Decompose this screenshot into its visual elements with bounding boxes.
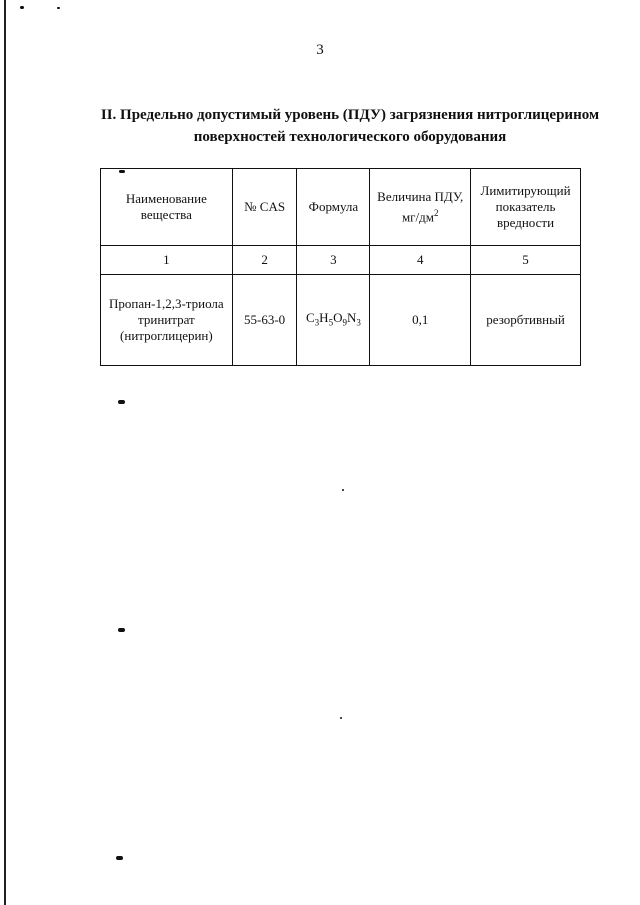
header-substance-name: Наименование вещества <box>101 169 233 246</box>
title-line-1: II. Предельно допустимый уровень (ПДУ) загрязнения нитроглицерином <box>100 107 600 123</box>
cell-harm-indicator: резорбтивный <box>471 275 581 366</box>
cell-cas: 55-63-0 <box>232 275 297 366</box>
scan-speck <box>116 856 123 860</box>
column-number-3: 3 <box>297 246 370 275</box>
header-pdu-sup: 2 <box>433 207 439 218</box>
scan-speck <box>118 628 125 632</box>
table-header-row <box>101 169 581 246</box>
scan-speck <box>342 489 344 491</box>
formula-h: H <box>319 309 329 325</box>
substance-line-2: тринитрат <box>138 312 195 327</box>
cell-formula <box>297 275 370 366</box>
formula-n-count: 3 <box>356 317 361 328</box>
header-pdu-text: Величина ПДУ, мг/дм <box>377 188 464 225</box>
formula-c: C <box>306 309 315 325</box>
formula-n: N <box>346 309 357 325</box>
scan-speck <box>57 7 60 9</box>
scan-speck <box>20 6 24 9</box>
scan-speck <box>119 170 125 173</box>
page-title <box>95 104 605 148</box>
header-cas: № CAS <box>232 169 297 246</box>
cell-substance-name <box>101 275 233 366</box>
pdu-table <box>100 168 581 366</box>
page-edge <box>4 0 6 905</box>
table-column-numbers-row <box>101 246 581 275</box>
column-number-1: 1 <box>101 246 233 275</box>
substance-line-1: Пропан-1,2,3-триола <box>109 296 224 311</box>
formula-c-count: 3 <box>314 317 320 328</box>
formula-h-count: 5 <box>328 317 334 328</box>
title-line-2: поверхностей технологического оборудования <box>193 129 507 145</box>
header-formula: Формула <box>297 169 370 246</box>
table-row <box>101 275 581 366</box>
scan-speck <box>340 717 342 719</box>
column-number-4: 4 <box>370 246 471 275</box>
header-harm-indicator: Лимитирующий показатель вредности <box>471 169 581 246</box>
header-pdu-value <box>370 169 471 246</box>
column-number-5: 5 <box>471 246 581 275</box>
scan-speck <box>118 400 125 404</box>
substance-line-3: (нитроглицерин) <box>120 328 213 343</box>
column-number-2: 2 <box>232 246 297 275</box>
formula-o-count: 9 <box>342 317 347 328</box>
page-number: 3 <box>316 42 324 58</box>
formula-o: O <box>333 309 343 325</box>
cell-pdu-value: 0,1 <box>370 275 471 366</box>
